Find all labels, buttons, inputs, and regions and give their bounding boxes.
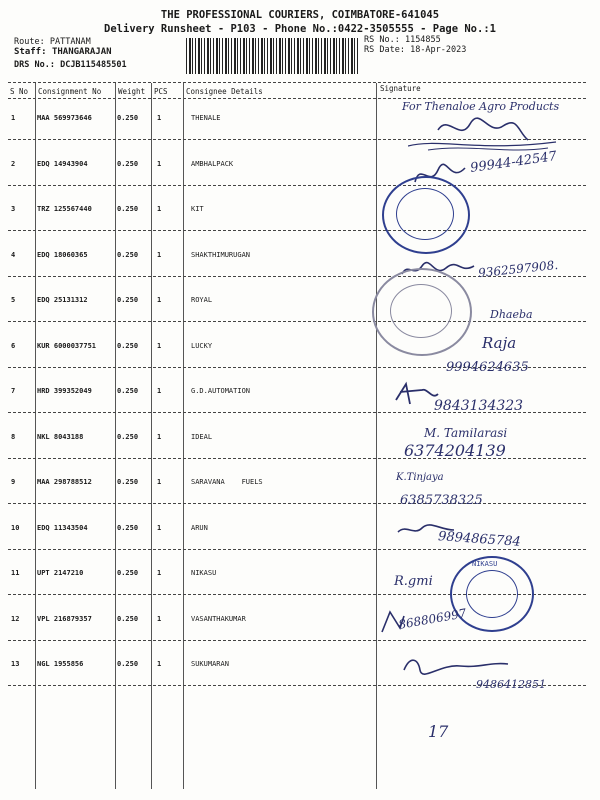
- row-sno: 12: [11, 615, 20, 623]
- col-divider: [35, 83, 36, 789]
- name-row-11: R.gmi: [394, 574, 433, 589]
- col-divider: [151, 83, 152, 789]
- drs-line: [14, 60, 127, 70]
- row-pcs: 1: [157, 342, 162, 350]
- row-sno: 6: [11, 342, 16, 350]
- row-consignment-no: EDQ 11343504: [37, 524, 88, 532]
- col-header-consignee: Consignee Details: [186, 87, 263, 96]
- row-sno: 10: [11, 524, 20, 532]
- row-sno: 2: [11, 160, 16, 168]
- phone-row-9: 6385738325: [400, 493, 483, 508]
- row-consignee: SUKUMARAN: [191, 660, 229, 668]
- phone-row-7: 9843134323: [434, 398, 524, 414]
- col-header-weight: Weight: [118, 87, 146, 96]
- staff-label: Staff:: [14, 47, 47, 57]
- phone-row-8: 6374204139: [404, 441, 506, 460]
- row-consignee: SARAVANA FUELS: [191, 478, 263, 486]
- row-pcs: 1: [157, 524, 162, 532]
- row-consignment-no: EDQ 25131312: [37, 296, 88, 304]
- row-consignee: LUCKY: [191, 342, 213, 350]
- row-separator: [8, 185, 586, 186]
- rs-date-label: RS Date:: [364, 45, 405, 55]
- rubber-stamp-row-3: [382, 176, 470, 254]
- row-weight: 0.250: [117, 615, 139, 623]
- row-consignment-no: VPL 216879357: [37, 615, 92, 623]
- row-weight: 0.250: [117, 433, 139, 441]
- row-pcs: 1: [157, 251, 162, 259]
- row-pcs: 1: [157, 615, 162, 623]
- row-weight: 0.250: [117, 342, 139, 350]
- row-consignee: SHAKTHIMURUGAN: [191, 251, 251, 259]
- col-divider: [115, 83, 116, 789]
- phone-row-10: 9894865784: [437, 529, 522, 550]
- document-subtitle: Delivery Runsheet - P103 - Phone No.:0422-3505555 - Page No.:1: [104, 23, 496, 35]
- row-weight: 0.250: [117, 478, 139, 486]
- col-header-signature: Signature: [380, 84, 421, 93]
- row-consignment-no: KUR 6000037751: [37, 342, 97, 350]
- row-sno: 7: [11, 387, 16, 395]
- phone-row-12: 868806997: [397, 606, 468, 632]
- name-row-6: Raja: [482, 334, 517, 352]
- col-header-sno: S No: [10, 87, 29, 96]
- row-sno: 9: [11, 478, 16, 486]
- rubber-stamp-row-5: [372, 268, 472, 356]
- row-consignee: KIT: [191, 205, 204, 213]
- header-rule: [8, 98, 586, 99]
- row-consignee: G.D.AUTOMATION: [191, 387, 251, 395]
- row-consignment-no: EDQ 14943904: [37, 160, 88, 168]
- row-weight: 0.250: [117, 524, 139, 532]
- row-separator: [8, 230, 586, 231]
- row-consignment-no: TRZ 125567440: [37, 205, 92, 213]
- row-sno: 8: [11, 433, 16, 441]
- page-handwritten-mark: 17: [428, 722, 449, 741]
- row-pcs: 1: [157, 387, 162, 395]
- document-title: THE PROFESSIONAL COURIERS, COIMBATORE-641045: [160, 9, 440, 21]
- rs-date-value: 18-Apr-2023: [410, 45, 467, 55]
- row-consignee: NIKASU: [191, 569, 217, 577]
- row-consignee: ROYAL: [191, 296, 213, 304]
- route-value: PATTANAM: [49, 37, 91, 47]
- row-pcs: 1: [157, 569, 162, 577]
- row-pcs: 1: [157, 160, 162, 168]
- row-pcs: 1: [157, 660, 162, 668]
- row-consignee: AMBHALPACK: [191, 160, 234, 168]
- col-header-consignment: Consignment No: [38, 87, 102, 96]
- row-sno: 13: [11, 660, 20, 668]
- row-consignee: THENALE: [191, 114, 221, 122]
- row-weight: 0.250: [117, 387, 139, 395]
- drs-barcode: [186, 38, 360, 74]
- row-weight: 0.250: [117, 160, 139, 168]
- row-weight: 0.250: [117, 296, 139, 304]
- row-consignee: ARUN: [191, 524, 208, 532]
- phone-row-4: 9362597908.: [477, 257, 559, 281]
- rs-date-line: [364, 45, 466, 55]
- phone-row-2: 99944-42547: [469, 149, 558, 176]
- nikasu-stamp-text: NIKASU: [472, 560, 498, 568]
- route-label: Route:: [14, 37, 45, 47]
- row-consignment-no: MAA 298788512: [37, 478, 92, 486]
- phone-row-13: 9486412851: [476, 678, 546, 691]
- row-pcs: 1: [157, 114, 162, 122]
- signature-row-1: [408, 112, 558, 156]
- row-consignee: IDEAL: [191, 433, 213, 441]
- col-divider: [183, 83, 184, 789]
- row-pcs: 1: [157, 478, 162, 486]
- drs-value: DCJB115485501: [60, 60, 127, 70]
- row-separator: [8, 321, 586, 322]
- row-sno: 4: [11, 251, 16, 259]
- row-sno: 5: [11, 296, 16, 304]
- row-sno: 1: [11, 114, 16, 122]
- name-row-5: Dhaeba: [490, 308, 533, 321]
- row-weight: 0.250: [117, 569, 139, 577]
- row-separator: [8, 640, 586, 641]
- row-consignee: VASANTHAKUMAR: [191, 615, 246, 623]
- rs-no-value: 1154855: [404, 35, 441, 45]
- row-consignment-no: EDQ 18060365: [37, 251, 88, 259]
- staff-value: THANGARAJAN: [51, 47, 112, 57]
- rs-no-line: [364, 35, 441, 45]
- row-pcs: 1: [157, 296, 162, 304]
- row-sno: 11: [11, 569, 20, 577]
- col-header-pcs: PCS: [154, 87, 168, 96]
- signature-row-13: [400, 652, 510, 678]
- row-sno: 3: [11, 205, 16, 213]
- rs-no-label: RS No.:: [364, 35, 400, 45]
- thenale-company-stamp: For Thenaloe Agro Products: [402, 100, 560, 113]
- col-divider: [376, 83, 377, 789]
- row-weight: 0.250: [117, 205, 139, 213]
- row-consignment-no: UPT 2147210: [37, 569, 84, 577]
- row-separator: [8, 503, 586, 504]
- row-consignment-no: MAA 569973646: [37, 114, 92, 122]
- table-top-rule: [8, 82, 586, 83]
- name-row-9: K.Tinjaya: [396, 472, 444, 483]
- row-consignment-no: HRD 399352049: [37, 387, 92, 395]
- row-consignment-no: NGL 1955856: [37, 660, 84, 668]
- row-separator: [8, 549, 586, 550]
- row-weight: 0.250: [117, 660, 139, 668]
- route-line: [14, 37, 91, 47]
- row-weight: 0.250: [117, 251, 139, 259]
- phone-row-6: 9994624635: [446, 360, 529, 375]
- row-pcs: 1: [157, 433, 162, 441]
- name-row-8: M. Tamilarasi: [424, 426, 508, 440]
- row-pcs: 1: [157, 205, 162, 213]
- row-consignment-no: NKL 8043188: [37, 433, 84, 441]
- drs-label: DRS No.:: [14, 60, 55, 70]
- staff-line: [14, 47, 112, 57]
- row-weight: 0.250: [117, 114, 139, 122]
